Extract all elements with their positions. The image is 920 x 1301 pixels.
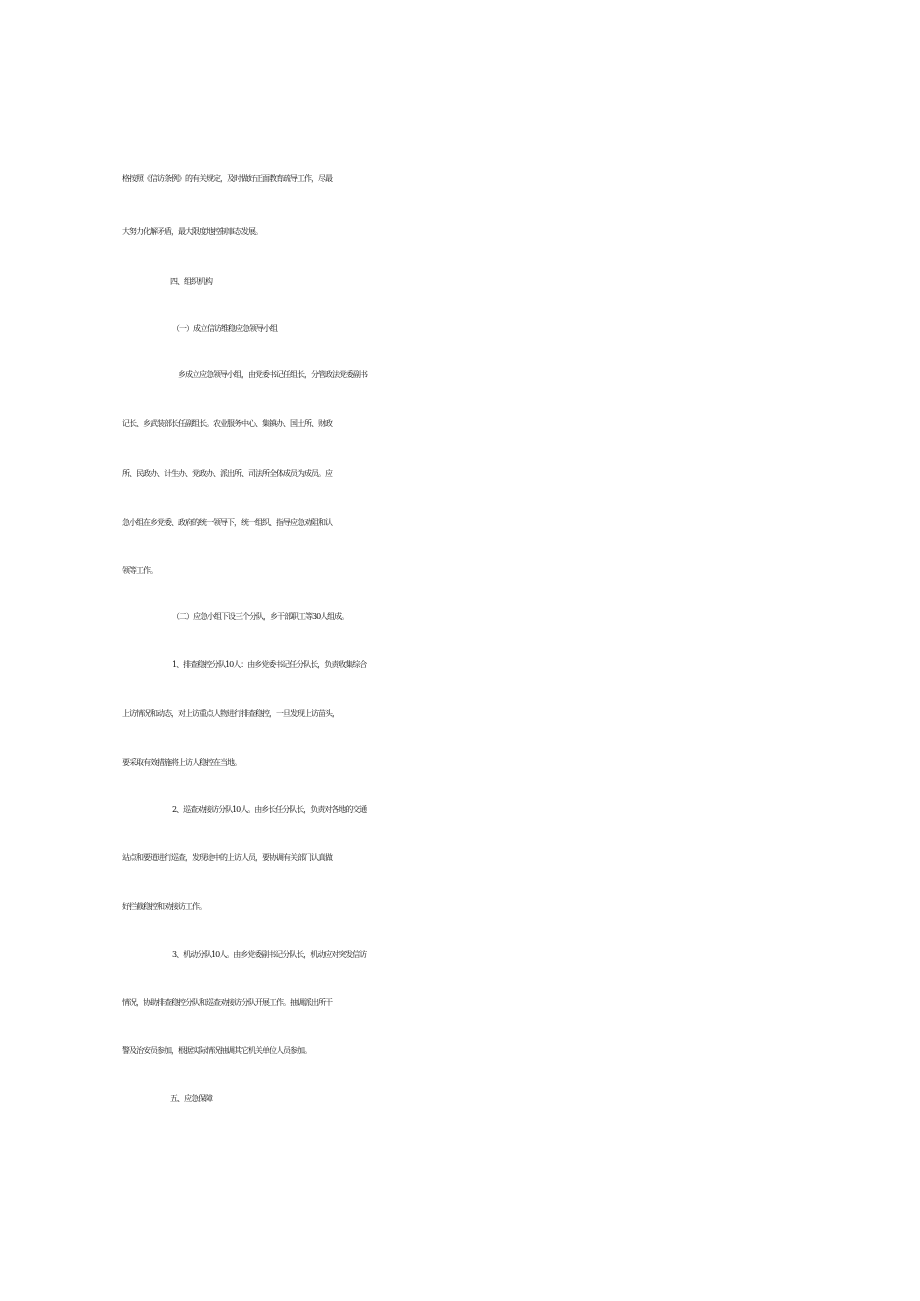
paragraph-2-line-2: 记长、乡武装部长任副组长。农业服务中心、集镇办、国土所、财政: [122, 419, 332, 428]
item-1-line-2: 上访情况和动态，对上访重点人物进行排查稳控，一旦发现上访苗头，: [122, 709, 339, 718]
paragraph-1-line-1: 格按照《信访条例》的有关规定，及时做好正面教育疏导工作，尽最: [122, 174, 332, 183]
subheading-three-teams: （二）应急小组下设三个分队，乡干部职工等30人组成。: [172, 612, 349, 621]
paragraph-2-line-1: 乡成立应急领导小组，由党委书记任组长，分管政法党委副书: [178, 370, 367, 379]
item-3-line-1: 3、机动分队10人。由乡党委副书记分队长，机动应对突发信访: [172, 950, 367, 959]
paragraph-2-line-3: 所、民政办、计生办、党政办、派出所、司法所全体成员为成员。应: [122, 469, 332, 478]
paragraph-2-line-5: 领等工作。: [122, 566, 157, 575]
heading-emergency-support: 五、应急保障: [170, 1094, 212, 1103]
item-3-line-2: 情况，协助排查稳控分队和巡查劝接访分队开展工作。抽调派出所干: [122, 998, 332, 1007]
paragraph-2-line-4: 急小组在乡党委、政府的统一领导下，统一组织、指导应急劝阻和认: [122, 518, 332, 527]
item-2-line-2: 站点和要道进行巡查，发现途中的上访人员，要协调有关部门认真做: [122, 853, 332, 862]
subheading-leadership-group: （一）成立信访维稳应急领导小组: [172, 324, 277, 333]
item-2-line-1: 2、巡查劝接访分队10人。由乡长任分队长，负责对各地的交通: [172, 805, 367, 814]
item-1-line-3: 要采取有效措施将上访人稳控在当地。: [122, 758, 241, 767]
heading-organization: 四、组织机构: [170, 277, 212, 286]
item-1-line-1: 1、排查稳控分队10人：由乡党委书记任分队长，负责收集综合: [172, 660, 367, 669]
item-3-line-3: 警及治安员参加，根据实际情况抽调其它机关单位人员参加。: [122, 1046, 311, 1055]
paragraph-1-line-2: 大努力化解矛盾，最大限度地控制事态发展。: [122, 227, 262, 236]
item-2-line-3: 好拦截稳控和劝接访工作。: [122, 902, 206, 911]
